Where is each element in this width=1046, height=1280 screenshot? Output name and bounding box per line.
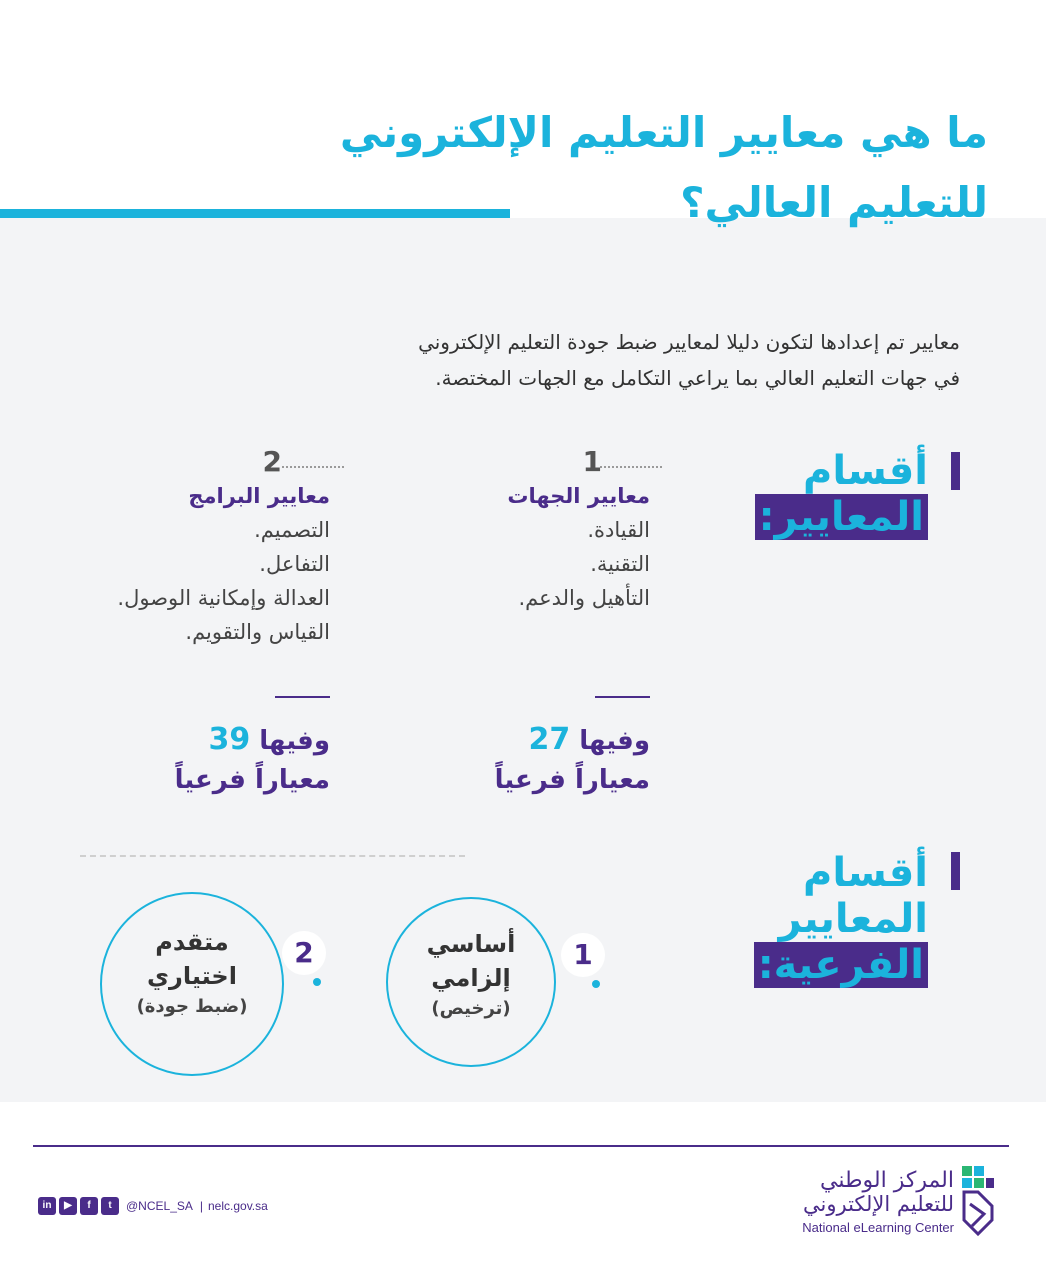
col1-number: 1 <box>582 445 602 478</box>
col1-divider <box>595 696 650 698</box>
footer-rule <box>33 1145 1009 1147</box>
circle2-line1: متقدم <box>155 928 229 956</box>
col1-item: التأهيل والدعم. <box>518 586 650 610</box>
intro-line1: معايير تم إعدادها لتكون دليلا لمعايير ضبط جودة التعليم الإلكتروني <box>418 330 960 354</box>
section1-marker <box>951 452 960 490</box>
twitter-icon[interactable]: t <box>101 1197 119 1215</box>
linkedin-icon[interactable]: in <box>38 1197 56 1215</box>
col1-heading: معايير الجهات <box>507 484 650 508</box>
circle1-number: 1 <box>561 933 605 977</box>
col2-item: التصميم. <box>254 518 330 542</box>
nelc-logo-icon <box>958 1162 998 1242</box>
col2-number: 2 <box>262 445 282 478</box>
circle2-line2: اختياري <box>147 962 237 990</box>
col1-item: القيادة. <box>587 518 650 542</box>
section1-title-line1: أقسام <box>803 448 928 494</box>
circle1-line1: أساسي <box>426 930 516 958</box>
circle2-dot <box>313 978 321 986</box>
col2-divider <box>275 696 330 698</box>
circle1-dot <box>592 980 600 988</box>
circle1-line2: إلزامي <box>431 964 511 992</box>
section1-title <box>755 448 928 540</box>
section2-title-line1: أقسام <box>803 850 928 896</box>
circle1-line3: (ترخيص) <box>431 998 511 1019</box>
col1-count <box>390 722 650 795</box>
social-links <box>38 1197 268 1215</box>
page-title-line2: للتعليم العالي؟ <box>680 178 988 227</box>
col1-count-suffix: معياراً فرعياً <box>494 765 650 795</box>
col2-count-number: 39 <box>208 722 251 757</box>
section2-marker <box>951 852 960 890</box>
col2-item: القياس والتقويم. <box>185 620 330 644</box>
logo-text-en: National eLearning Center <box>802 1220 954 1235</box>
col2-item: التفاعل. <box>259 552 330 576</box>
circle2-line3: (ضبط جودة) <box>136 996 248 1017</box>
section1-title-line2: المعايير: <box>755 494 928 540</box>
col2-count <box>30 722 330 795</box>
section2-title <box>754 850 928 988</box>
col1-item: التقنية. <box>590 552 650 576</box>
youtube-icon[interactable]: ▶ <box>59 1197 77 1215</box>
section2-title-line2: المعايير <box>778 896 928 942</box>
col1-count-prefix: وفيها <box>579 726 650 756</box>
intro-line2: في جهات التعليم العالي بما يراعي التكامل مع الجهات المختصة. <box>435 366 960 390</box>
circle1-text <box>406 930 536 1019</box>
col2-heading: معايير البرامج <box>188 484 330 508</box>
social-handle[interactable]: @NCEL_SA <box>126 1199 193 1213</box>
facebook-icon[interactable]: f <box>80 1197 98 1215</box>
circle2-number: 2 <box>282 931 326 975</box>
col1-count-number: 27 <box>528 722 571 757</box>
col2-count-prefix: وفيها <box>259 726 330 756</box>
page-title-line1: ما هي معايير التعليم الإلكتروني <box>339 108 988 157</box>
circle2-text <box>120 928 264 1017</box>
standards-column-1 <box>390 445 650 610</box>
logo-text-ar-line1: المركز الوطني <box>820 1168 954 1193</box>
section-separator <box>80 855 465 857</box>
website-link[interactable]: nelc.gov.sa <box>208 1199 268 1213</box>
standards-column-2 <box>30 445 330 644</box>
col2-count-suffix: معياراً فرعياً <box>174 765 330 795</box>
section2-title-line3: الفرعية: <box>754 942 928 988</box>
footer-separator: | <box>199 1199 203 1213</box>
col2-item: العدالة وإمكانية الوصول. <box>117 586 330 610</box>
logo-text-ar-line2: للتعليم الإلكتروني <box>803 1192 954 1216</box>
